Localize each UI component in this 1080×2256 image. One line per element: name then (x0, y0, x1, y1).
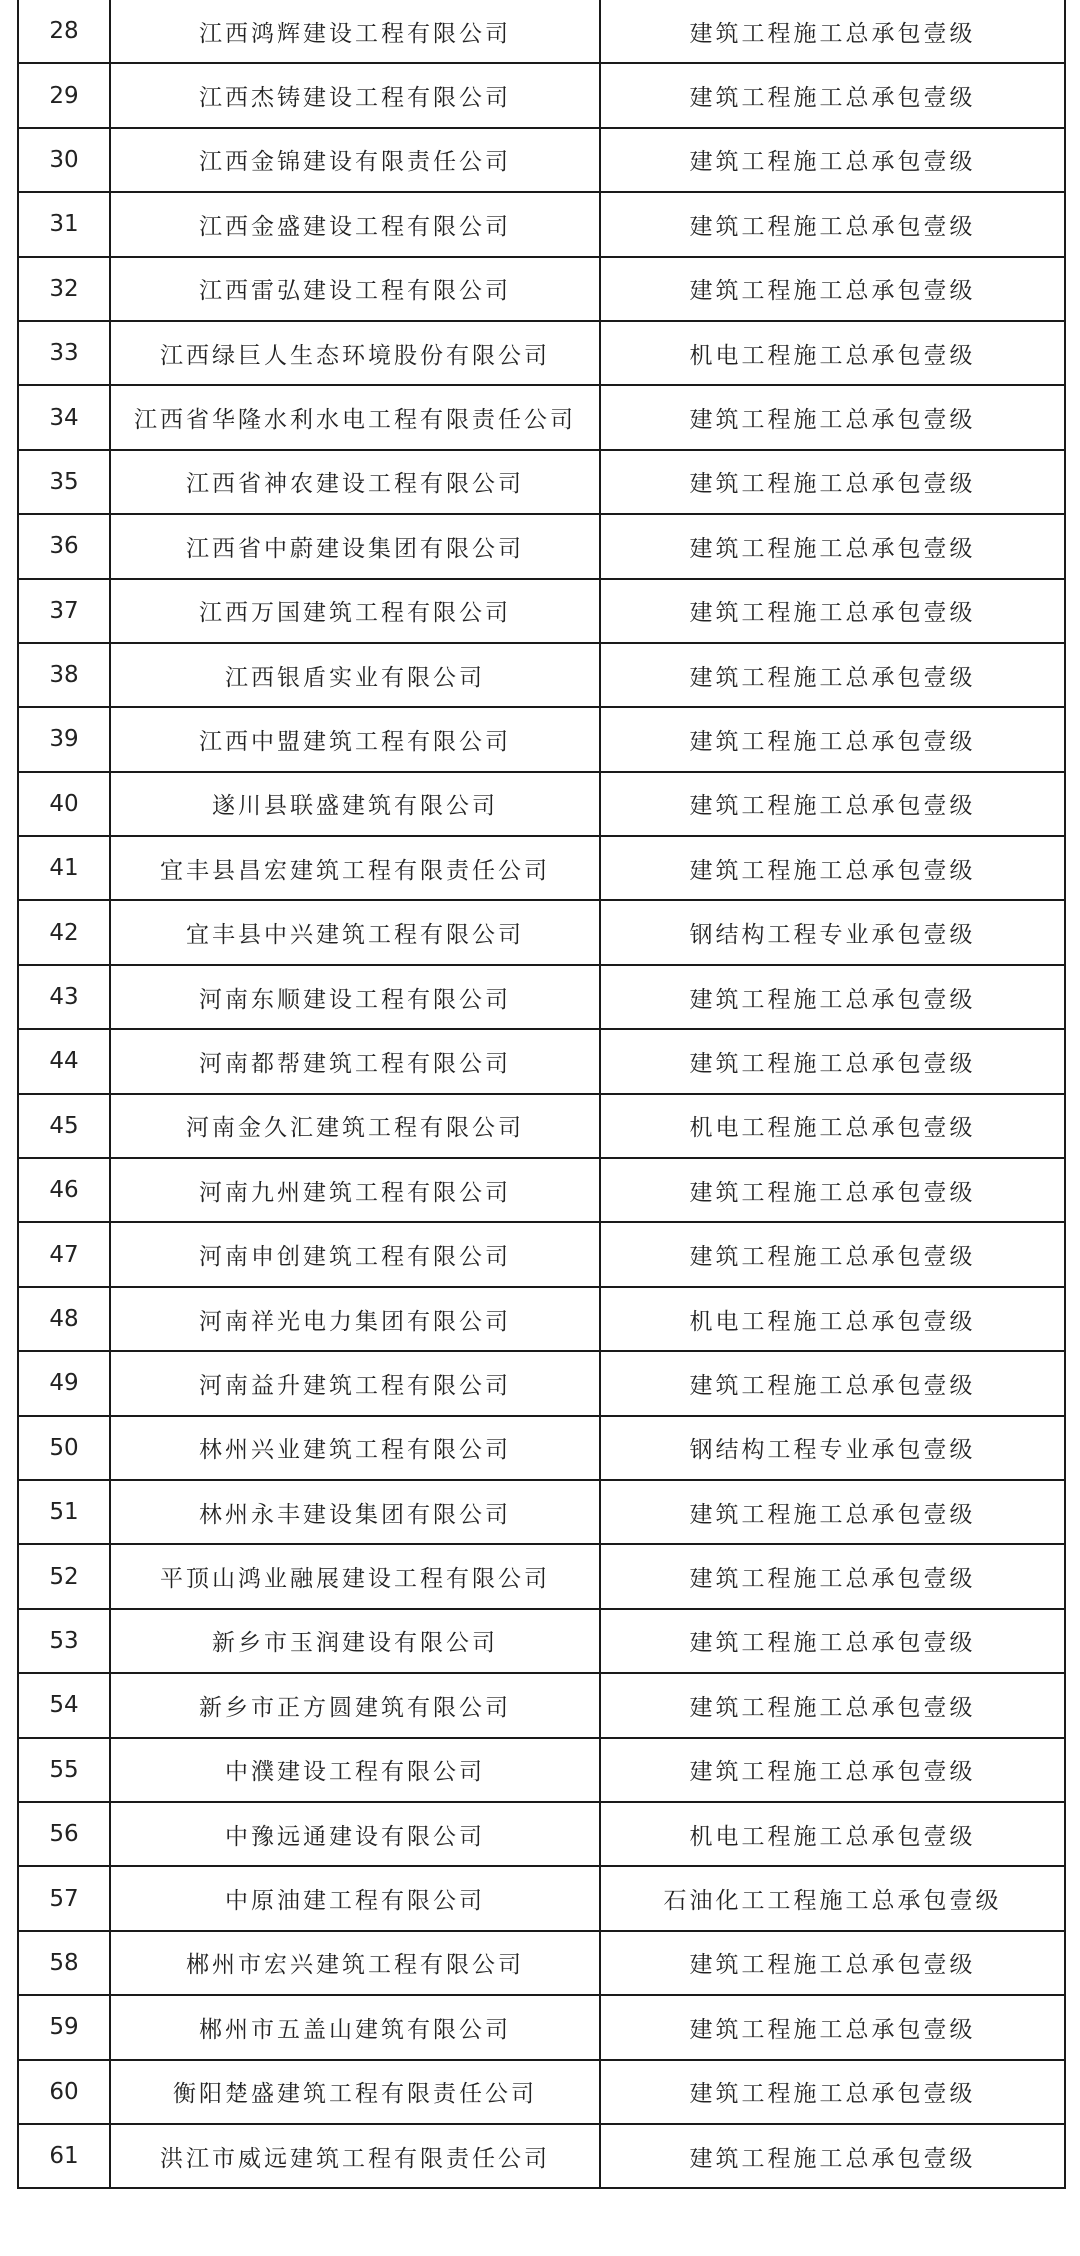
table-row (18, 772, 1065, 836)
company-name-cell: 江西金锦建设有限责任公司 (110, 128, 600, 192)
row-number-cell: 32 (18, 257, 110, 321)
qualification-cell: 建筑工程施工总承包壹级 (600, 1673, 1065, 1737)
row-number-cell: 61 (18, 2124, 110, 2188)
company-name-cell: 宜丰县昌宏建筑工程有限责任公司 (110, 836, 600, 900)
table-row (18, 643, 1065, 707)
qualification-cell: 建筑工程施工总承包壹级 (600, 1480, 1065, 1544)
qualification-cell: 建筑工程施工总承包壹级 (600, 965, 1065, 1029)
qualification-cell: 建筑工程施工总承包壹级 (600, 836, 1065, 900)
qualification-cell: 建筑工程施工总承包壹级 (600, 579, 1065, 643)
row-number-cell: 40 (18, 772, 110, 836)
qualification-cell: 建筑工程施工总承包壹级 (600, 514, 1065, 578)
company-name-cell: 江西杰铸建设工程有限公司 (110, 63, 600, 127)
company-name-cell: 河南都帮建筑工程有限公司 (110, 1029, 600, 1093)
company-name-cell: 新乡市正方圆建筑有限公司 (110, 1673, 600, 1737)
company-name-cell: 新乡市玉润建设有限公司 (110, 1609, 600, 1673)
table-row (18, 1351, 1065, 1415)
table-row (18, 1866, 1065, 1930)
table-row (18, 385, 1065, 449)
qualification-cell: 建筑工程施工总承包壹级 (600, 643, 1065, 707)
row-number-cell: 37 (18, 579, 110, 643)
row-number-cell: 59 (18, 1995, 110, 2059)
company-name-cell: 遂川县联盛建筑有限公司 (110, 772, 600, 836)
row-number-cell: 55 (18, 1738, 110, 1802)
table-row (18, 450, 1065, 514)
row-number-cell: 43 (18, 965, 110, 1029)
row-number-cell: 51 (18, 1480, 110, 1544)
table-row (18, 1802, 1065, 1866)
row-number-cell: 38 (18, 643, 110, 707)
table-row (18, 579, 1065, 643)
qualification-cell: 建筑工程施工总承包壹级 (600, 2060, 1065, 2124)
row-number-cell: 41 (18, 836, 110, 900)
table-row (18, 128, 1065, 192)
row-number-cell: 53 (18, 1609, 110, 1673)
company-name-cell: 河南申创建筑工程有限公司 (110, 1222, 600, 1286)
table-row (18, 63, 1065, 127)
row-number-cell: 47 (18, 1222, 110, 1286)
table-row (18, 514, 1065, 578)
table-row (18, 1738, 1065, 1802)
company-name-cell: 江西万国建筑工程有限公司 (110, 579, 600, 643)
table-row (18, 321, 1065, 385)
qualification-cell: 建筑工程施工总承包壹级 (600, 1544, 1065, 1608)
table-row (18, 1029, 1065, 1093)
company-name-cell: 郴州市宏兴建筑工程有限公司 (110, 1931, 600, 1995)
company-name-cell: 河南东顺建设工程有限公司 (110, 965, 600, 1029)
qualification-cell: 建筑工程施工总承包壹级 (600, 450, 1065, 514)
table-row (18, 257, 1065, 321)
row-number-cell: 44 (18, 1029, 110, 1093)
qualification-cell: 建筑工程施工总承包壹级 (600, 1931, 1065, 1995)
company-name-cell: 河南益升建筑工程有限公司 (110, 1351, 600, 1415)
company-name-cell: 林州兴业建筑工程有限公司 (110, 1416, 600, 1480)
row-number-cell: 46 (18, 1158, 110, 1222)
table-row (18, 1673, 1065, 1737)
qualification-cell: 机电工程施工总承包壹级 (600, 1094, 1065, 1158)
qualification-cell: 建筑工程施工总承包壹级 (600, 1029, 1065, 1093)
company-name-cell: 河南祥光电力集团有限公司 (110, 1287, 600, 1351)
company-name-cell: 郴州市五盖山建筑有限公司 (110, 1995, 600, 2059)
table-body (18, 0, 1065, 2188)
qualification-cell: 建筑工程施工总承包壹级 (600, 385, 1065, 449)
qualification-cell: 建筑工程施工总承包壹级 (600, 707, 1065, 771)
row-number-cell: 49 (18, 1351, 110, 1415)
qualification-cell: 机电工程施工总承包壹级 (600, 1802, 1065, 1866)
row-number-cell: 30 (18, 128, 110, 192)
company-name-cell: 河南金久汇建筑工程有限公司 (110, 1094, 600, 1158)
row-number-cell: 58 (18, 1931, 110, 1995)
company-name-cell: 中豫远通建设有限公司 (110, 1802, 600, 1866)
company-name-cell: 中原油建工程有限公司 (110, 1866, 600, 1930)
qualification-cell: 建筑工程施工总承包壹级 (600, 128, 1065, 192)
company-name-cell: 江西绿巨人生态环境股份有限公司 (110, 321, 600, 385)
company-name-cell: 江西省华隆水利水电工程有限责任公司 (110, 385, 600, 449)
row-number-cell: 29 (18, 63, 110, 127)
qualification-cell: 建筑工程施工总承包壹级 (600, 772, 1065, 836)
table-row (18, 965, 1065, 1029)
qualification-cell: 建筑工程施工总承包壹级 (600, 1609, 1065, 1673)
table-row (18, 1544, 1065, 1608)
row-number-cell: 56 (18, 1802, 110, 1866)
table-row (18, 0, 1065, 63)
company-name-cell: 江西金盛建设工程有限公司 (110, 192, 600, 256)
table-row (18, 1287, 1065, 1351)
table-row (18, 192, 1065, 256)
row-number-cell: 50 (18, 1416, 110, 1480)
row-number-cell: 60 (18, 2060, 110, 2124)
table-row (18, 1609, 1065, 1673)
table-row (18, 1094, 1065, 1158)
qualification-cell: 机电工程施工总承包壹级 (600, 321, 1065, 385)
table-row (18, 1480, 1065, 1544)
row-number-cell: 31 (18, 192, 110, 256)
qualification-cell: 建筑工程施工总承包壹级 (600, 1995, 1065, 2059)
row-number-cell: 33 (18, 321, 110, 385)
qualification-table (17, 0, 1066, 2189)
table-row (18, 1222, 1065, 1286)
row-number-cell: 57 (18, 1866, 110, 1930)
table-row (18, 707, 1065, 771)
row-number-cell: 45 (18, 1094, 110, 1158)
qualification-cell: 建筑工程施工总承包壹级 (600, 1351, 1065, 1415)
company-name-cell: 林州永丰建设集团有限公司 (110, 1480, 600, 1544)
qualification-cell: 建筑工程施工总承包壹级 (600, 2124, 1065, 2188)
row-number-cell: 34 (18, 385, 110, 449)
qualification-cell: 建筑工程施工总承包壹级 (600, 1158, 1065, 1222)
table-row (18, 1416, 1065, 1480)
company-name-cell: 江西鸿辉建设工程有限公司 (110, 0, 600, 63)
row-number-cell: 35 (18, 450, 110, 514)
company-name-cell: 中濮建设工程有限公司 (110, 1738, 600, 1802)
company-name-cell: 河南九州建筑工程有限公司 (110, 1158, 600, 1222)
company-name-cell: 洪江市威远建筑工程有限责任公司 (110, 2124, 600, 2188)
qualification-cell: 机电工程施工总承包壹级 (600, 1287, 1065, 1351)
row-number-cell: 28 (18, 0, 110, 63)
company-name-cell: 江西省神农建设工程有限公司 (110, 450, 600, 514)
table-row (18, 1158, 1065, 1222)
row-number-cell: 54 (18, 1673, 110, 1737)
table-row (18, 2124, 1065, 2188)
row-number-cell: 36 (18, 514, 110, 578)
company-name-cell: 衡阳楚盛建筑工程有限责任公司 (110, 2060, 600, 2124)
qualification-cell: 建筑工程施工总承包壹级 (600, 1738, 1065, 1802)
qualification-cell: 建筑工程施工总承包壹级 (600, 63, 1065, 127)
row-number-cell: 52 (18, 1544, 110, 1608)
table-row (18, 836, 1065, 900)
company-name-cell: 江西中盟建筑工程有限公司 (110, 707, 600, 771)
table-row (18, 1931, 1065, 1995)
company-name-cell: 平顶山鸿业融展建设工程有限公司 (110, 1544, 600, 1608)
row-number-cell: 39 (18, 707, 110, 771)
qualification-cell: 建筑工程施工总承包壹级 (600, 257, 1065, 321)
qualification-cell: 建筑工程施工总承包壹级 (600, 192, 1065, 256)
company-name-cell: 宜丰县中兴建筑工程有限公司 (110, 900, 600, 964)
company-name-cell: 江西省中蔚建设集团有限公司 (110, 514, 600, 578)
company-name-cell: 江西银盾实业有限公司 (110, 643, 600, 707)
row-number-cell: 42 (18, 900, 110, 964)
qualification-cell: 钢结构工程专业承包壹级 (600, 900, 1065, 964)
company-name-cell: 江西雷弘建设工程有限公司 (110, 257, 600, 321)
qualification-cell: 建筑工程施工总承包壹级 (600, 1222, 1065, 1286)
qualification-cell: 钢结构工程专业承包壹级 (600, 1416, 1065, 1480)
table-row (18, 900, 1065, 964)
table-row (18, 1995, 1065, 2059)
table-row (18, 2060, 1065, 2124)
qualification-cell: 石油化工工程施工总承包壹级 (600, 1866, 1065, 1930)
row-number-cell: 48 (18, 1287, 110, 1351)
qualification-cell: 建筑工程施工总承包壹级 (600, 0, 1065, 63)
